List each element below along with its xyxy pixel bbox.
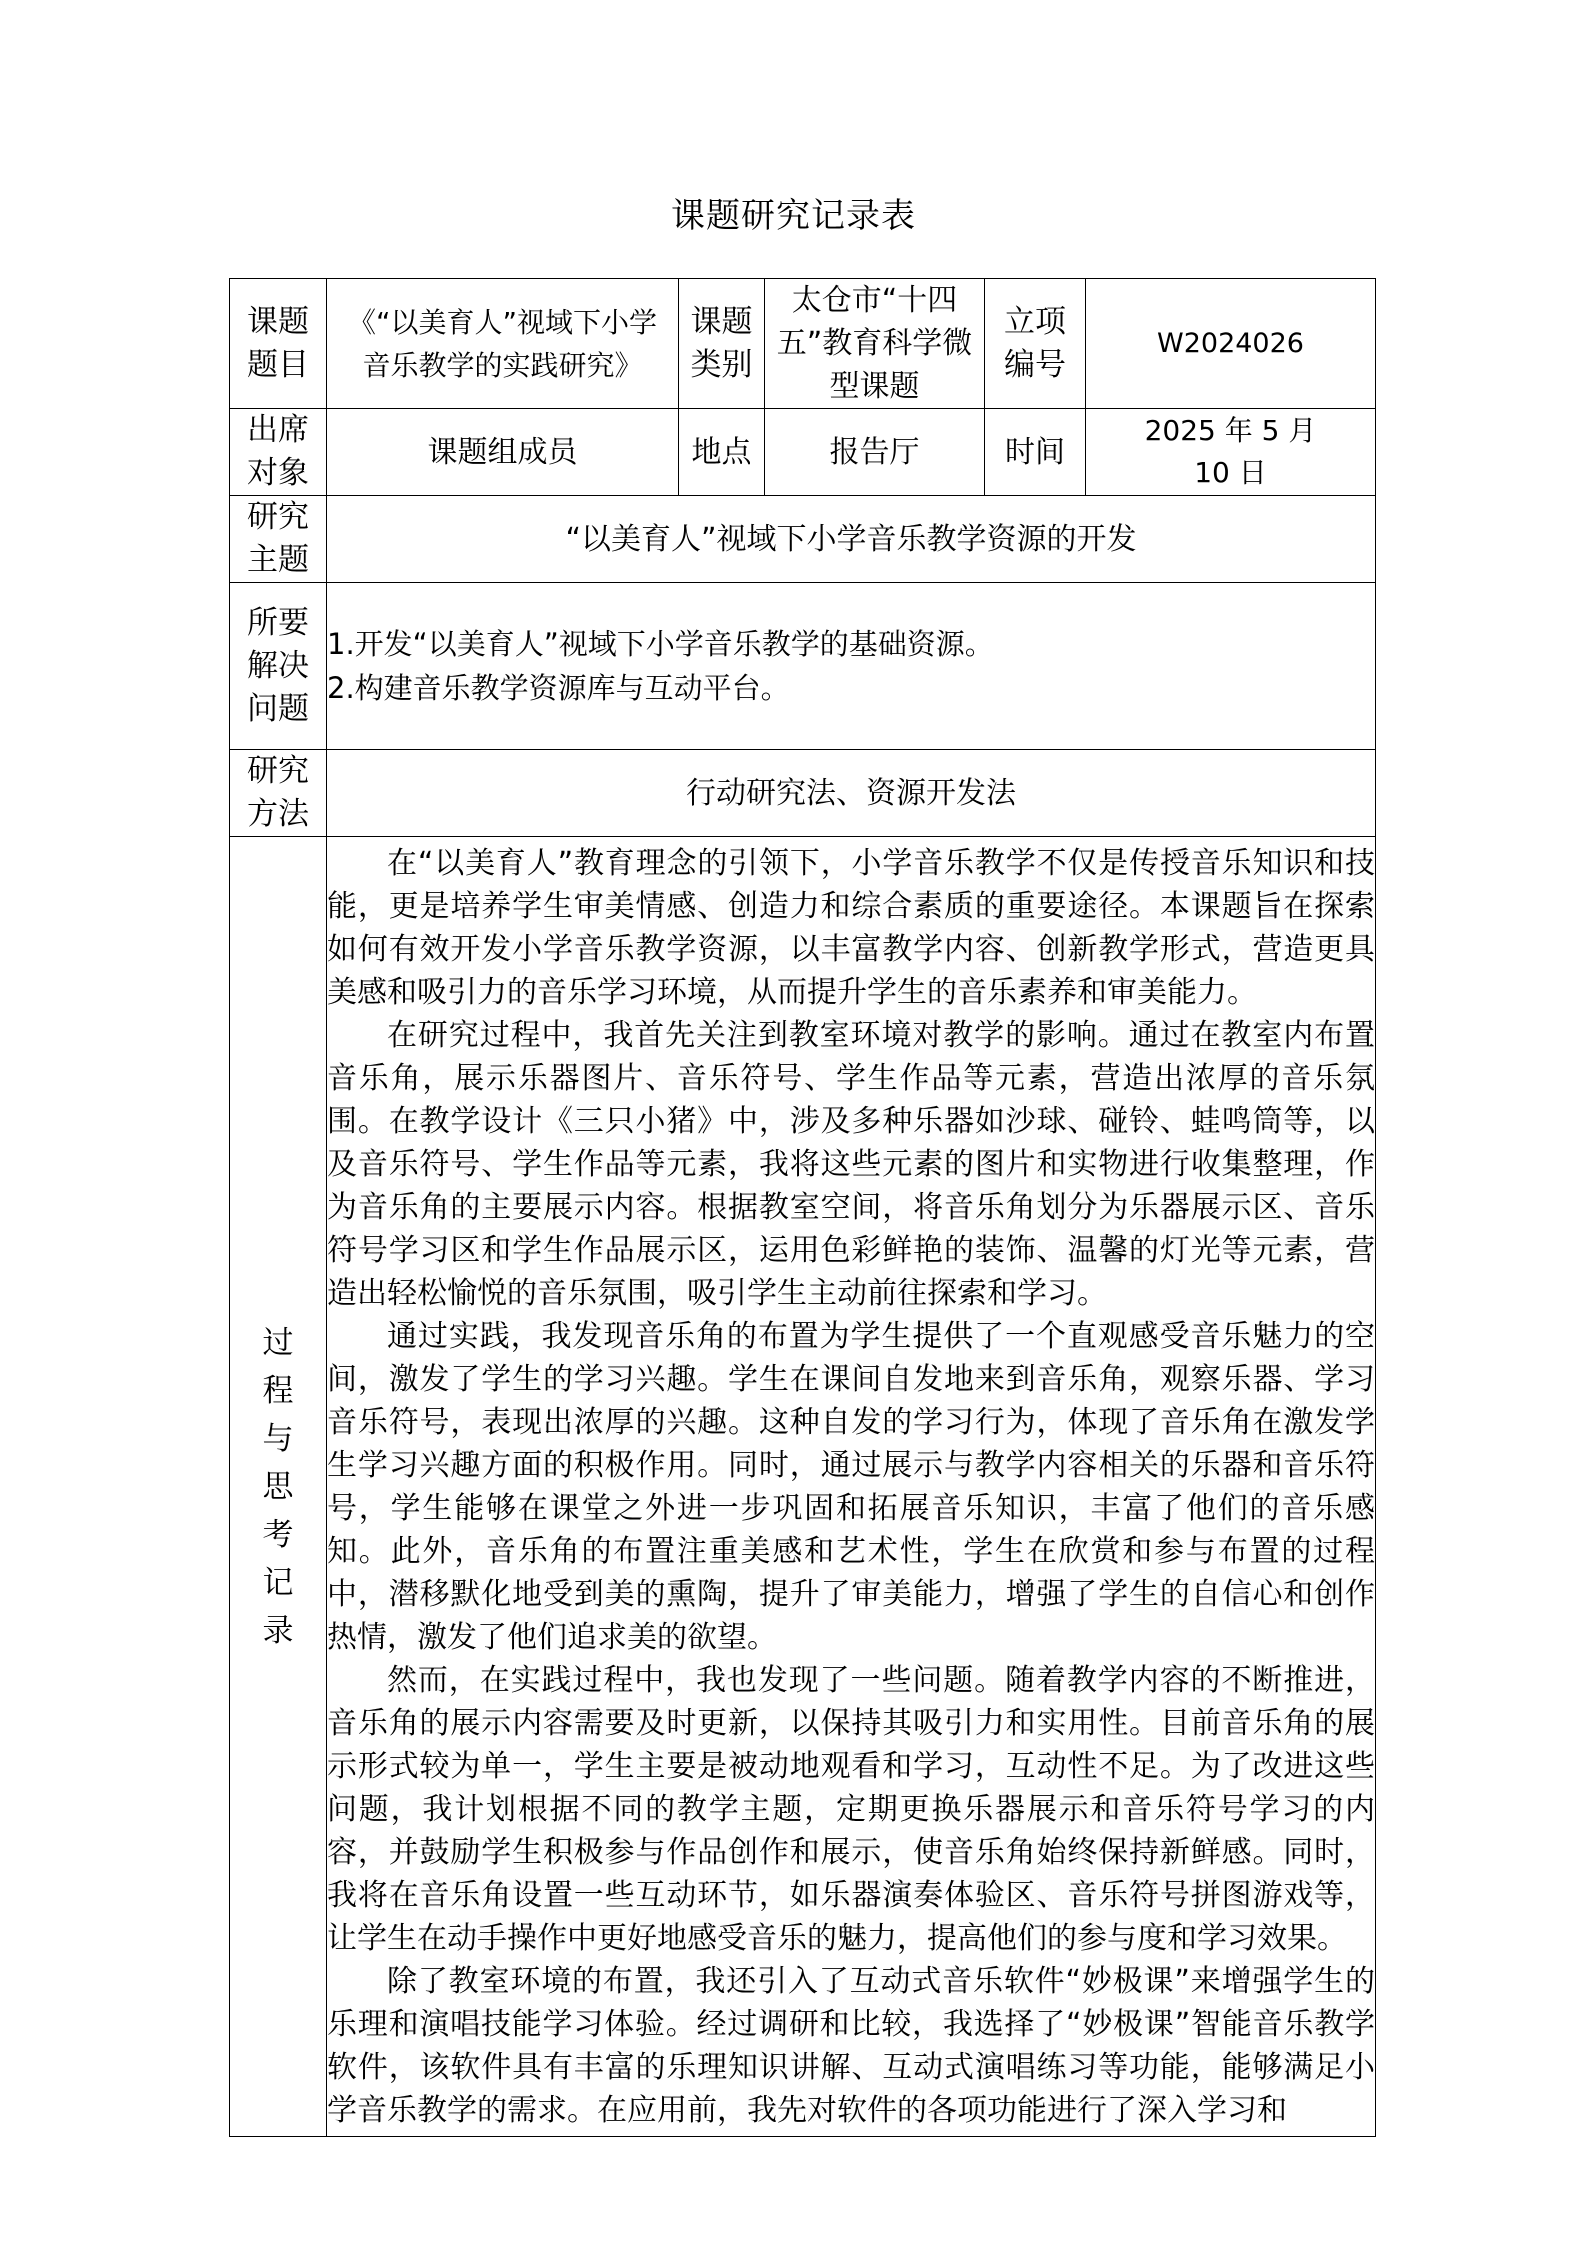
topic-value: 《“以美育人”视域下小学音乐教学的实践研究》 <box>327 279 679 409</box>
theme-value: “以美育人”视域下小学音乐教学资源的开发 <box>327 496 1376 583</box>
location-value: 报告厅 <box>765 409 985 496</box>
project-label: 立项编号 <box>1004 303 1066 383</box>
row-attendance <box>230 409 1376 496</box>
record-table <box>229 278 1376 2137</box>
attendees-label: 出席对象 <box>247 412 309 491</box>
topic-label: 课题题目 <box>247 303 309 383</box>
process-paragraph-1: 在“以美育人”教育理念的引领下，小学音乐教学不仅是传授音乐知识和技能，更是培养学生审美情感、创造力和综合素质的重要途径。本课题旨在探索如何有效开发小学音乐教学资源，以丰富教学内容、创新教学形式，营造更具美感和吸引力的音乐学习环境，从而提升学生的音乐素养和审美能力。 <box>327 845 1375 1010</box>
time-label: 时间 <box>985 409 1086 496</box>
time-value: 2025 年 5 月 10 日 <box>1086 409 1376 496</box>
process-label-cell <box>230 837 327 2137</box>
category-label: 课题类别 <box>690 303 753 383</box>
problems-list <box>327 583 1376 750</box>
process-paragraph-3: 通过实践，我发现音乐角的布置为学生提供了一个直观感受音乐魅力的空间，激发了学生的学习兴趣。学生在课间自发地来到音乐角，观察乐器、学习音乐符号，表现出浓厚的兴趣。这种自发的学习行为，体现了音乐角在激发学生学习兴趣方面的积极作用。同时，通过展示与教学内容相关的乐器和音乐符号，学生能够在课堂之外进一步巩固和拓展音乐知识，丰富了他们的音乐感知。此外，音乐角的布置注重美感和艺术性，学生在欣赏和参与布置的过程中，潜移默化地受到美的熏陶，提升了审美能力，增强了学生的自信心和创作热情，激发了他们追求美的欲望。 <box>327 1318 1375 1655</box>
row-topic <box>230 279 1376 409</box>
project-number: W2024026 <box>1086 279 1376 409</box>
problem-item-2: 2.构建音乐教学资源库与互动平台。 <box>327 671 790 705</box>
row-theme <box>230 496 1376 583</box>
methods-label-cell <box>230 750 327 837</box>
attendees-label-cell <box>230 409 327 496</box>
process-content <box>327 837 1376 2137</box>
attendees-value: 课题组成员 <box>327 409 679 496</box>
problem-item-1: 1.开发“以美育人”视域下小学音乐教学的基础资源。 <box>327 627 994 661</box>
row-methods <box>230 750 1376 837</box>
methods-label: 研究方法 <box>247 753 309 832</box>
methods-value: 行动研究法、资源开发法 <box>327 750 1376 837</box>
process-paragraph-4: 然而，在实践过程中，我也发现了一些问题。随着教学内容的不断推进，音乐角的展示内容需要及时更新，以保持其吸引力和实用性。目前音乐角的展示形式较为单一，学生主要是被动地观看和学习，互动性不足。为了改进这些问题，我计划根据不同的教学主题，定期更换乐器展示和音乐符号学习的内容，并鼓励学生积极参与作品创作和展示，使音乐角始终保持新鲜感。同时，我将在音乐角设置一些互动环节，如乐器演奏体验区、音乐符号拼图游戏等，让学生在动手操作中更好地感受音乐的魅力，提高他们的参与度和学习效果。 <box>327 1662 1375 1956</box>
location-label: 地点 <box>679 409 765 496</box>
problems-label-cell <box>230 583 327 750</box>
problems-label: 所要解决问题 <box>247 604 309 727</box>
project-label-cell <box>985 279 1086 409</box>
process-label: 过程与思考记录 <box>262 1324 294 1649</box>
theme-label: 研究主题 <box>247 499 309 578</box>
category-value: 太仓市“十四五”教育科学微型课题 <box>765 279 985 409</box>
process-paragraph-2: 在研究过程中，我首先关注到教室环境对教学的影响。通过在教室内布置音乐角，展示乐器图片、音乐符号、学生作品等元素，营造出浓厚的音乐氛围。在教学设计《三只小猪》中，涉及多种乐器如沙球、碰铃、蛙鸣筒等，以及音乐符号、学生作品等元素，我将这些元素的图片和实物进行收集整理，作为音乐角的主要展示内容。根据教室空间，将音乐角划分为乐器展示区、音乐符号学习区和学生作品展示区，运用色彩鲜艳的装饰、温馨的灯光等元素，营造出轻松愉悦的音乐氛围，吸引学生主动前往探索和学习。 <box>327 1017 1375 1311</box>
page-title: 课题研究记录表 <box>671 196 916 236</box>
theme-label-cell <box>230 496 327 583</box>
topic-label-cell <box>230 279 327 409</box>
row-problems <box>230 583 1376 750</box>
process-paragraph-5: 除了教室环境的布置，我还引入了互动式音乐软件“妙极课”来增强学生的乐理和演唱技能学习体验。经过调研和比较，我选择了“妙极课”智能音乐教学软件，该软件具有丰富的乐理知识讲解、互动式演唱练习等功能，能够满足小学音乐教学的需求。在应用前，我先对软件的各项功能进行了深入学习和 <box>327 1963 1375 2128</box>
category-label-cell <box>679 279 765 409</box>
row-process <box>230 837 1376 2137</box>
